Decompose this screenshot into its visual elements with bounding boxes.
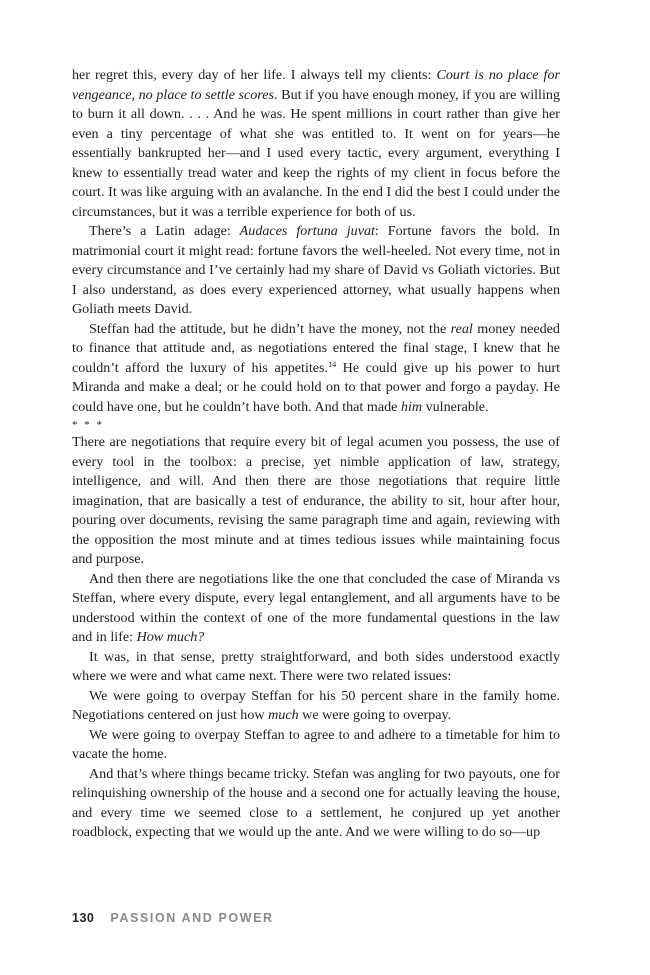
running-title: PASSION AND POWER [110, 911, 274, 925]
paragraph: There’s a Latin adage: Audaces fortuna juvat: Fortune favors the bold. In matrimonial court it might read: fortune favors the well-heeled. Not every time, not in every circumstance and I’ve certainly had my share of David vs Goliath victories. But I also understand, as does every experienced attorney, what usually happens when Goliath meets David. [72, 223, 560, 317]
paragraph: her regret this, every day of her life. I always tell my clients: Court is no place for vengeance, no place to settle scores. But if you have enough money, if you are willing to burn it all down. . . . And he was. He spent millions in court rather than give her even a tiny percentage of what she was entitled to. It went on for years—he essentially bankrupted her—and I used every tactic, every argument, everything I knew to essentially tread water and keep the rights of my client in focus before the court. It was like arguing with an avalanche. In the end I did the best I could under the circumstances, but it was a terrible experience for both of us. [72, 67, 560, 220]
section-separator: * * * [72, 419, 104, 431]
footnote-marker[interactable]: 14 [328, 359, 337, 369]
paragraph: And that’s where things became tricky. Stefan was angling for two payouts, one for relinquishing ownership of the house and a second one for actually leaving the house, and every time we seemed close to a settlement, he conjured up yet another roadblock, expecting that we would up the ante. And we were willing to do so—up [72, 765, 560, 840]
italic-phrase: Audaces fortuna juvat [239, 223, 375, 239]
paragraph: And then there are negotiations like the one that concluded the case of Miranda vs Steffan, where every dispute, every legal entanglement, and all arguments have to be understood within the context of one of the more fundamental questions in the law and in life: How much? [72, 570, 560, 645]
italic-phrase: real [450, 320, 473, 337]
paragraph: It was, in that sense, pretty straightforward, and both sides understood exactly where we were and what came next. There were two related issues: [72, 648, 560, 684]
italic-phrase: much [268, 707, 299, 723]
italic-phrase: How much? [136, 629, 205, 645]
page-number: 130 [72, 911, 95, 925]
paragraph: We were going to overpay Steffan to agree to and adhere to a timetable for him to vacate the home. [72, 726, 560, 762]
italic-phrase: him [400, 398, 423, 415]
paragraph: There are negotiations that require every bit of legal acumen you possess, the use of every tool in the toolbox: a precise, yet nimble application of law, strategy, intelligence, and will. And then there are those negotiations that require little imagination, that are basically a test of endurance, the ability to sit, hour after hour, pouring over documents, revising the same paragraph time and again, reviewing with the opposition the most minute and at times tedious issues while maintaining focus and purpose. [72, 434, 560, 567]
paragraph: We were going to overpay Steffan for his 50 percent share in the family home. Negotiations centered on just how much we were going to overpay. [72, 687, 560, 723]
page-body [72, 66, 560, 843]
italic-phrase: Court is no place for vengeance, no place to settle scores [72, 67, 560, 103]
paragraph: Steffan had the attitude, but he didn’t have the money, not the real money needed to finance that attitude and, as negotiations entered the final stage, I knew that he couldn’t afford the luxury of his appetites.$^{14}$ He could give up his power to hurt Miranda and make a deal; or he could hold on to that power and forgo a payday. He could have one, but he couldn’t have both. And that made him vulnerable. [72, 320, 560, 415]
page-footer [72, 911, 274, 925]
